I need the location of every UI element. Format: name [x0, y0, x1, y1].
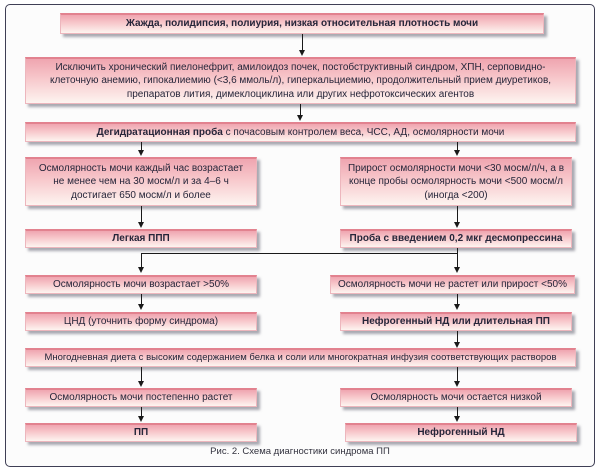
node-osm-gradually-rises: Осмолярность мочи постепенно растет	[25, 388, 257, 407]
node-osm-stays-low: Осмолярность мочи остается низкой	[340, 388, 572, 407]
arrow-osm-rises-to-cnd	[141, 294, 142, 304]
node-nephrogenic-nd-diagnosis: Нефрогенный НД	[345, 423, 577, 442]
node-nephrogenic-or-long-pp: Нефрогенный НД или длительная ПП	[340, 312, 572, 331]
node-dehydration-test-rest: с почасовым контролем веса, ЧСС, АД, осмолярности мочи	[222, 126, 505, 138]
node-low-rise: Прирост осмолярности мочи <30 мосм/л/ч, а в конце пробы осмолярность мочи <500 мосм/л (иногда <200)	[340, 157, 572, 206]
arrow-osm-not-rising-to-nephrogenic	[457, 294, 458, 304]
node-diet-infusion: Многодневная диета с высоким содержанием белка и соли или многократная инфузия соответствующих растворов	[25, 348, 576, 367]
arrow-gradually-rises-to-pp	[141, 407, 142, 416]
node-osm-not-rising: Осмолярность мочи не растет или прирост <50%	[330, 275, 575, 294]
connector-desmopressin-branch	[141, 253, 458, 254]
node-desmopressin-test: Проба с введением 0,2 мкг десмопрессина	[340, 229, 572, 248]
arrow-stays-low-to-nephrogenic-nd	[457, 407, 458, 416]
node-hourly-rise: Осмолярность мочи каждый час возрастает не менее чем на 30 мосм/л и за 4–6 ч достигает 650 мосм/л и более	[25, 157, 257, 206]
node-dehydration-test	[25, 122, 576, 142]
arrow-branch-to-osm-rises	[141, 253, 142, 267]
arrow-branch-to-osm-not-rising	[457, 253, 458, 267]
figure-caption: Рис. 2. Схема диагностики синдрома ПП	[210, 446, 390, 457]
arrow-dehydration-to-low-rise	[457, 142, 458, 150]
arrow-exclude-to-dehydration	[300, 104, 301, 115]
arrow-symptoms-to-exclude	[302, 34, 303, 50]
node-pp-diagnosis: ПП	[25, 423, 257, 442]
node-osm-rises-50: Осмолярность мочи возрастает >50%	[25, 275, 257, 294]
arrow-nephrogenic-to-diet	[457, 331, 458, 342]
arrow-diet-to-gradually-rises	[141, 367, 142, 381]
node-exclude-causes: Исключить хронический пиелонефрит, амилоидоз почек, постобструктивный синдром, ХПН, серповидно-клеточную анемию, гипокалиемию (<3,6 ммоль/л), гиперкальциемию, продолжительный прием диуретиков, препаратов лития, димеклоциклина или других нефротоксических агентов	[25, 57, 576, 104]
node-symptoms: Жажда, полидипсия, полиурия, низкая относительная плотность мочи	[60, 13, 544, 34]
arrow-dehydration-to-hourly-rise	[141, 142, 142, 150]
node-cnd-diagnosis: ЦНД (уточнить форму синдрома)	[25, 312, 257, 331]
arrow-hourly-rise-to-mild-ppp	[141, 206, 142, 222]
node-dehydration-test-bold: Дегидратационная проба	[96, 126, 223, 138]
arrow-low-rise-to-desmopressin	[457, 206, 458, 222]
arrow-diet-to-stays-low	[457, 367, 458, 381]
node-mild-ppp: Легкая ППП	[25, 229, 257, 248]
